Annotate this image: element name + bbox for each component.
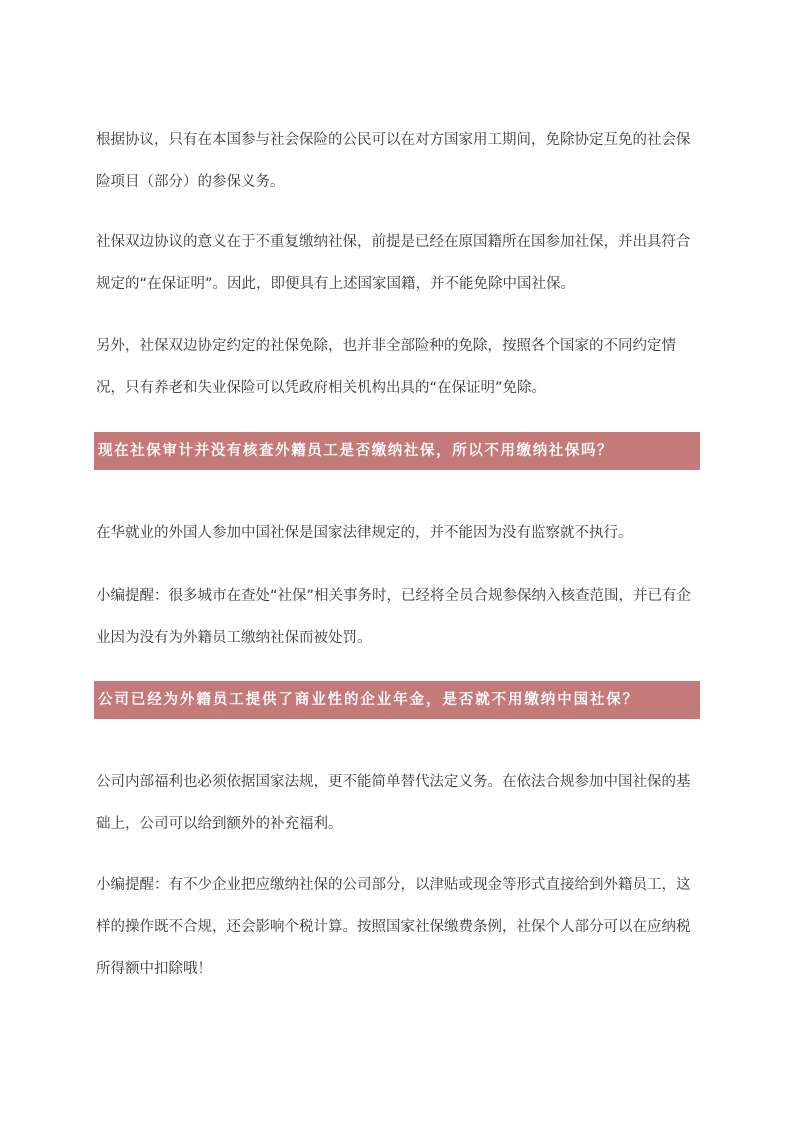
- paragraph-agreement-exemption: 根据协议，只有在本国参与社会保险的公民可以在对方国家用工期间，免除协定互免的社会保险项目（部分）的参保义务。: [96, 132, 691, 190]
- paragraph-legal-requirement: 在华就业的外国人参加中国社保是国家法律规定的，并不能因为没有监察就不执行。: [96, 525, 633, 541]
- paragraph-editor-reminder-1: 小编提醒：很多城市在查处“社保”相关事务时，已经将全员合规参保纳入核查范围，并已有企业因为没有为外籍员工缴纳社保而被处罚。: [96, 588, 692, 646]
- paragraph-bilateral-meaning: 社保双边协议的意义在于不重复缴纳社保，前提是已经在原国籍所在国参加社保，并出具符合规定的“在保证明”。因此，即便具有上述国家国籍，并不能免除中国社保。: [96, 234, 691, 292]
- section-heading-audit: 现在社保审计并没有核查外籍员工是否缴纳社保，所以不用缴纳社保吗？: [94, 432, 700, 470]
- section-heading-annuity: 公司已经为外籍员工提供了商业性的企业年金，是否就不用缴纳中国社保？: [94, 681, 700, 719]
- paragraph-partial-exemption: 另外，社保双边协定约定的社保免除，也并非全部险种的免除，按照各个国家的不同约定情况，只有养老和失业保险可以凭政府相关机构出具的“在保证明”免除。: [96, 338, 676, 396]
- paragraph-editor-reminder-2: 小编提醒：有不少企业把应缴纳社保的公司部分，以津贴或现金等形式直接给到外籍员工，这样的操作既不合规，还会影响个税计算。按照国家社保缴费条例，社保个人部分可以在应纳税所得额中扣除哦！: [96, 877, 691, 977]
- paragraph-company-welfare: 公司内部福利也必须依据国家法规，更不能简单替代法定义务。在依法合规参加中国社保的基础上，公司可以给到额外的补充福利。: [96, 774, 691, 832]
